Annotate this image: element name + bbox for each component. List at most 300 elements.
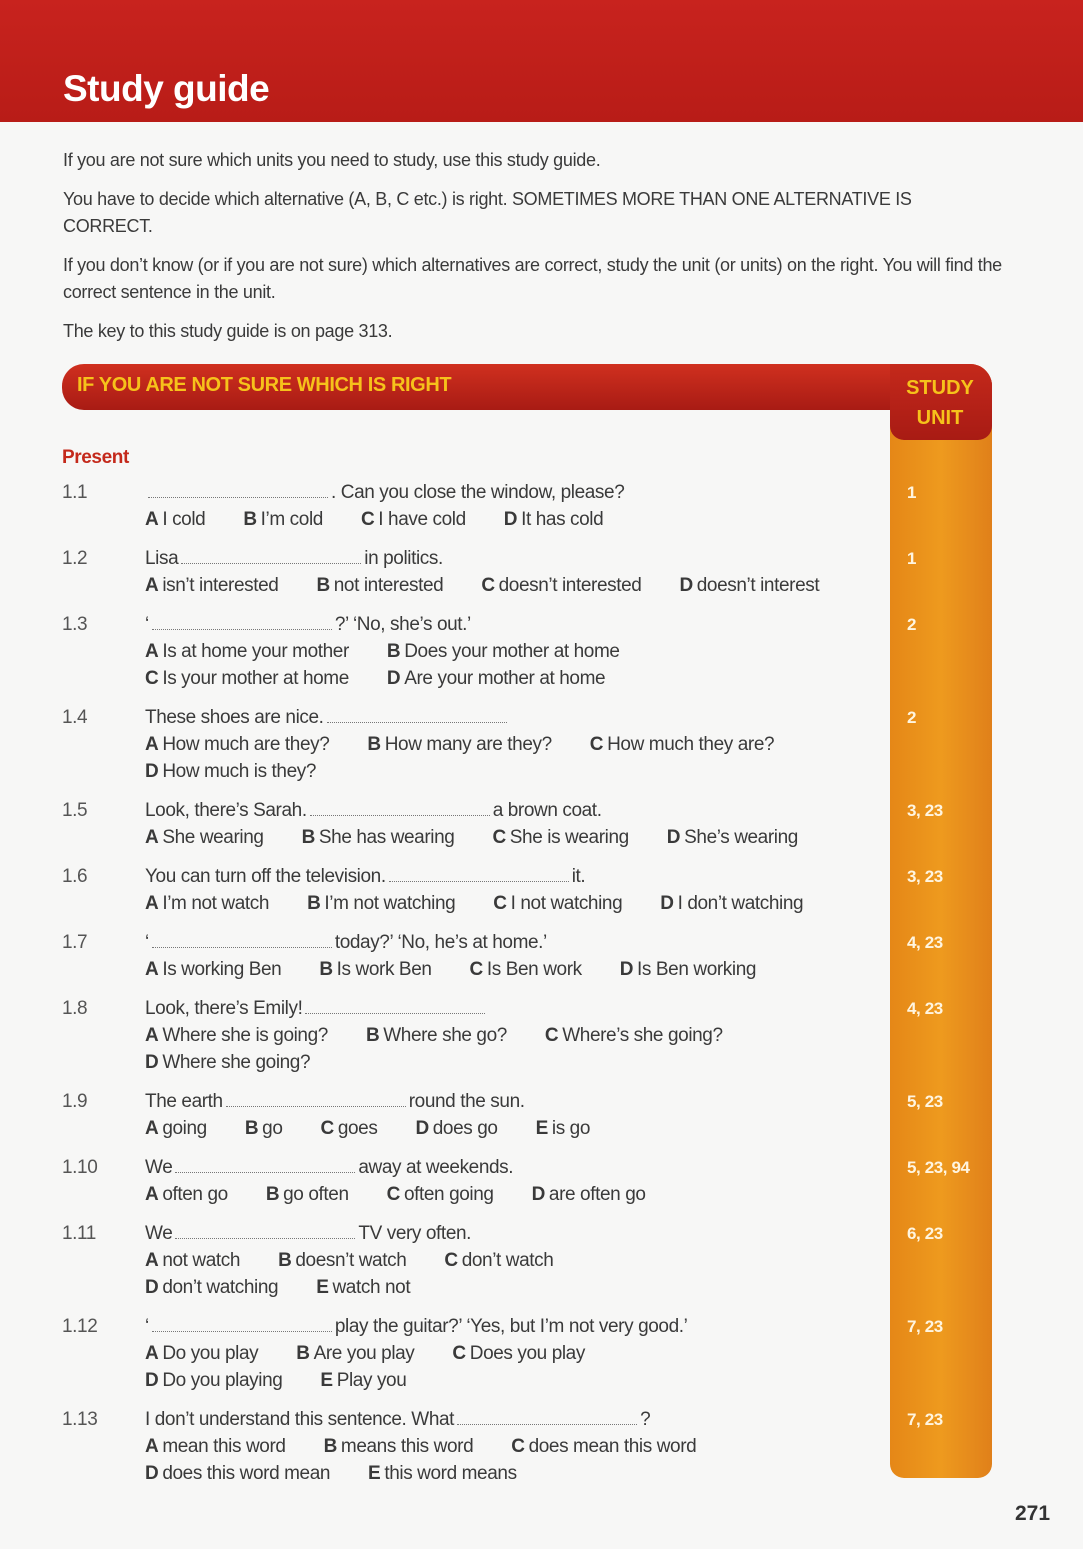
answer-option: [145, 1247, 240, 1274]
option-letter: D: [145, 1463, 159, 1484]
option-letter: C: [481, 575, 495, 596]
stem-before: I don’t understand this sentence. What: [145, 1409, 455, 1430]
option-letter: D: [386, 668, 401, 689]
answer-option: [145, 665, 349, 692]
question-body: [145, 1313, 1002, 1394]
answer-option: [324, 1433, 474, 1460]
section-heading: Present: [62, 447, 129, 468]
option-letter: A: [145, 1343, 159, 1364]
option-text: Do you play: [162, 1343, 259, 1364]
answer-option: [316, 1274, 410, 1301]
answer-option: [679, 572, 819, 599]
option-text: don’t watching: [162, 1277, 279, 1298]
stem-before: These shoes are nice.: [145, 707, 324, 728]
option-letter: B: [296, 1343, 310, 1364]
option-letter: D: [145, 761, 159, 782]
answer-option: [444, 1247, 553, 1274]
option-text: I’m not watching: [324, 893, 456, 914]
option-row: [145, 758, 1002, 785]
option-row: [145, 506, 1002, 533]
option-letter: D: [145, 1370, 159, 1391]
question-body: [145, 995, 1002, 1076]
option-text: Where she is going?: [162, 1025, 328, 1046]
answer-option: [145, 824, 264, 851]
option-letter: B: [243, 509, 257, 530]
intro-paragraph: If you are not sure which units you need to study, use this study guide.: [63, 150, 601, 170]
option-letter: A: [145, 959, 159, 980]
option-text: watch not: [332, 1277, 411, 1298]
answer-option: [316, 572, 443, 599]
option-text: Is Ben working: [637, 959, 757, 980]
option-letter: A: [145, 1118, 159, 1139]
option-text: isn’t interested: [162, 575, 279, 596]
question-item: [62, 863, 1002, 917]
option-text: How many are they?: [384, 734, 552, 755]
option-row: [145, 1340, 1002, 1367]
option-text: goes: [337, 1118, 378, 1139]
option-letter: D: [145, 1052, 159, 1073]
option-letter: B: [365, 1025, 380, 1046]
option-text: Where she going?: [162, 1052, 311, 1073]
option-text: Is work Ben: [336, 959, 432, 980]
option-text: Where she go?: [383, 1025, 507, 1046]
option-text: Is Ben work: [486, 959, 582, 980]
option-letter: B: [265, 1184, 280, 1205]
answer-option: [590, 731, 774, 758]
answer-option: [361, 506, 466, 533]
option-text: She is wearing: [509, 827, 629, 848]
option-text: She wearing: [162, 827, 264, 848]
question-body: [145, 545, 1002, 599]
answer-option: [266, 1181, 349, 1208]
option-row: [145, 665, 1002, 692]
option-row: [145, 956, 1002, 983]
option-letter: E: [368, 1463, 381, 1484]
question-number: 1.13: [62, 1409, 98, 1430]
option-letter: D: [415, 1118, 429, 1139]
option-text: does this word mean: [162, 1463, 331, 1484]
option-text: She has wearing: [318, 827, 455, 848]
option-text: I not watching: [510, 893, 623, 914]
option-text: Is working Ben: [162, 959, 282, 980]
option-letter: D: [679, 575, 693, 596]
answer-option: [470, 956, 582, 983]
question-item: [62, 929, 1002, 983]
study-unit-ref: 3, 23: [907, 801, 943, 820]
option-row: [145, 572, 1002, 599]
answer-option: [302, 824, 455, 851]
answer-option: [145, 956, 281, 983]
stem-after: ?: [640, 1409, 651, 1430]
option-row: [145, 731, 1002, 758]
option-letter: C: [360, 509, 375, 530]
study-unit-header-line: UNIT: [916, 407, 964, 429]
answer-option: [667, 824, 798, 851]
option-text: Where’s she going?: [562, 1025, 723, 1046]
answer-option: [366, 1022, 507, 1049]
option-row: [145, 1367, 1002, 1394]
option-row: [145, 1022, 1002, 1049]
question-number: 1.6: [62, 866, 88, 887]
study-unit-header-line: STUDY: [906, 377, 974, 399]
intro-paragraph: If you don’t know (or if you are not sure) which alternatives are correct, study the unit (or units) on the right. You will find the correct sentence in the unit.: [63, 255, 1002, 302]
option-text: this word means: [384, 1463, 517, 1484]
option-text: not interested: [333, 575, 444, 596]
option-letter: C: [444, 1250, 458, 1271]
question-number: 1.7: [62, 932, 88, 953]
question-stem: [145, 479, 1002, 506]
study-unit-ref: 4, 23: [907, 933, 943, 952]
answer-option: [319, 956, 431, 983]
option-letter: A: [145, 641, 159, 662]
option-letter: A: [145, 1250, 159, 1271]
option-letter: E: [535, 1118, 548, 1139]
answer-option: [145, 506, 205, 533]
option-text: often go: [162, 1184, 228, 1205]
answer-blank: [389, 863, 569, 882]
option-text: doesn’t watch: [295, 1250, 407, 1271]
answer-blank: [327, 704, 507, 723]
question-body: [145, 1088, 1002, 1142]
question-body: [145, 797, 1002, 851]
option-letter: A: [145, 1025, 159, 1046]
option-letter: C: [589, 734, 604, 755]
stem-after: ?’ ‘No, she’s out.’: [334, 614, 471, 635]
option-letter: C: [452, 1343, 466, 1364]
question-stem: [145, 1313, 1002, 1340]
option-text: Play you: [336, 1370, 407, 1391]
answer-option: [545, 1022, 723, 1049]
intro-paragraph: You have to decide which alternative (A, B, C etc.) is right. SOMETIMES MORE THAN ONE ALTERNATIVE IS CORRECT.: [63, 189, 912, 236]
question-number: 1.8: [62, 998, 88, 1019]
stem-after: it.: [571, 866, 586, 887]
answer-option: [145, 1460, 330, 1487]
answer-blank: [152, 929, 332, 948]
option-text: Do you playing: [162, 1370, 283, 1391]
study-unit-ref: 5, 23: [907, 1092, 943, 1111]
question-item: [62, 1313, 1002, 1394]
option-letter: B: [301, 827, 315, 848]
option-letter: B: [244, 1118, 259, 1139]
option-row: [145, 1049, 1002, 1076]
answer-option: [387, 665, 605, 692]
question-number: 1.9: [62, 1091, 88, 1112]
option-text: It has cold: [521, 509, 604, 530]
answer-blank: [152, 1313, 332, 1332]
answer-blank: [181, 545, 361, 564]
answer-option: [320, 1367, 406, 1394]
answer-option: [387, 638, 620, 665]
stem-before: Lisa: [145, 548, 179, 569]
answer-option: [243, 506, 323, 533]
answer-blank: [175, 1154, 355, 1173]
option-text: don’t watch: [461, 1250, 554, 1271]
option-letter: A: [145, 734, 159, 755]
option-letter: C: [386, 1184, 400, 1205]
option-letter: B: [307, 893, 321, 914]
option-text: How much are they?: [162, 734, 330, 755]
option-text: Does your mother at home: [404, 641, 620, 662]
study-unit-ref: 5, 23, 94: [907, 1158, 970, 1177]
study-unit-ref: 7, 23: [907, 1410, 943, 1429]
study-unit-ref: 4, 23: [907, 999, 943, 1018]
question-item: [62, 797, 1002, 851]
option-text: Is at home your mother: [162, 641, 349, 662]
option-text: I don’t watching: [677, 893, 804, 914]
option-text: She’s wearing: [684, 827, 798, 848]
option-letter: D: [145, 1277, 159, 1298]
stem-before: ‘: [145, 1316, 149, 1337]
question-item: [62, 545, 1002, 599]
study-unit-header: [890, 373, 990, 433]
question-stem: [145, 1154, 1002, 1181]
option-text: often going: [403, 1184, 494, 1205]
option-letter: C: [320, 1118, 334, 1139]
option-letter: B: [323, 1436, 337, 1457]
stem-before: We: [145, 1223, 173, 1244]
question-number: 1.1: [62, 482, 88, 503]
question-body: [145, 479, 1002, 533]
stem-before: The earth: [145, 1091, 223, 1112]
answer-blank: [226, 1088, 406, 1107]
option-row: [145, 638, 1002, 665]
option-text: mean this word: [162, 1436, 286, 1457]
option-text: How much they are?: [607, 734, 775, 755]
option-text: is go: [551, 1118, 591, 1139]
study-unit-ref: 2: [907, 708, 917, 727]
page-title: Study guide: [63, 68, 270, 109]
question-stem: [145, 1088, 1002, 1115]
option-letter: E: [320, 1370, 333, 1391]
question-number: 1.10: [62, 1157, 98, 1178]
option-text: I’m not watch: [162, 893, 270, 914]
option-text: doesn’t interest: [696, 575, 820, 596]
stem-after: today?’ ‘No, he’s at home.’: [334, 932, 547, 953]
option-letter: C: [492, 827, 506, 848]
option-letter: A: [145, 509, 159, 530]
option-letter: A: [145, 827, 159, 848]
answer-option: [511, 1433, 696, 1460]
answer-option: [145, 1049, 310, 1076]
answer-blank: [457, 1406, 637, 1425]
option-text: doesn’t interested: [498, 575, 642, 596]
option-letter: A: [145, 1184, 159, 1205]
study-unit-ref: 2: [907, 615, 917, 634]
stem-after: a brown coat.: [492, 800, 602, 821]
option-letter: C: [544, 1025, 559, 1046]
answer-option: [145, 1340, 258, 1367]
answer-option: [145, 1115, 207, 1142]
answer-blank: [305, 995, 485, 1014]
stem-after: round the sun.: [408, 1091, 525, 1112]
option-letter: C: [469, 959, 483, 980]
option-text: going: [162, 1118, 207, 1139]
stem-before: ‘: [145, 614, 149, 635]
answer-option: [145, 758, 316, 785]
option-text: Are you play: [313, 1343, 415, 1364]
option-letter: A: [145, 575, 159, 596]
answer-option: [493, 890, 622, 917]
question-item: [62, 995, 1002, 1076]
question-item: [62, 479, 1002, 533]
stem-after: play the guitar?’ ‘Yes, but I’m not very good.’: [334, 1316, 688, 1337]
question-item: [62, 704, 1002, 785]
page-number: 271: [1015, 1502, 1051, 1525]
option-row: [145, 824, 1002, 851]
option-letter: D: [666, 827, 681, 848]
answer-option: [145, 1181, 228, 1208]
option-text: I’m cold: [260, 509, 323, 530]
question-body: [145, 1220, 1002, 1301]
question-stem: [145, 611, 1002, 638]
answer-option: [660, 890, 803, 917]
option-letter: C: [511, 1436, 525, 1457]
option-text: does mean this word: [528, 1436, 697, 1457]
stem-before: We: [145, 1157, 173, 1178]
question-number: 1.3: [62, 614, 88, 635]
answer-option: [145, 1274, 278, 1301]
answer-option: [145, 572, 278, 599]
option-letter: D: [503, 509, 518, 530]
answer-option: [536, 1115, 590, 1142]
option-letter: B: [278, 1250, 292, 1271]
option-row: [145, 1460, 1002, 1487]
answer-option: [532, 1181, 646, 1208]
answer-blank: [152, 611, 332, 630]
option-text: go often: [283, 1184, 349, 1205]
option-text: go: [262, 1118, 283, 1139]
option-text: How much is they?: [162, 761, 317, 782]
option-row: [145, 1181, 1002, 1208]
option-letter: B: [367, 734, 381, 755]
answer-option: [296, 1340, 414, 1367]
option-letter: E: [316, 1277, 329, 1298]
study-unit-ref: 3, 23: [907, 867, 943, 886]
question-stem: [145, 704, 1002, 731]
option-letter: D: [619, 959, 634, 980]
question-body: [145, 704, 1002, 785]
question-item: [62, 1220, 1002, 1301]
option-text: Does you play: [469, 1343, 585, 1364]
question-number: 1.4: [62, 707, 88, 728]
option-text: not watch: [162, 1250, 241, 1271]
stem-before: You can turn off the television.: [145, 866, 386, 887]
option-letter: C: [493, 893, 507, 914]
question-body: [145, 1154, 1002, 1208]
answer-option: [481, 572, 641, 599]
option-letter: B: [386, 641, 401, 662]
study-unit-ref: 6, 23: [907, 1224, 943, 1243]
answer-option: [145, 890, 269, 917]
study-unit-ref: 1: [907, 549, 917, 568]
stem-before: ‘: [145, 932, 149, 953]
question-number: 1.11: [62, 1223, 96, 1244]
answer-option: [278, 1247, 406, 1274]
question-stem: [145, 863, 1002, 890]
question-item: [62, 1406, 1002, 1487]
question-stem: [145, 797, 1002, 824]
option-letter: A: [145, 1436, 159, 1457]
question-body: [145, 611, 1002, 692]
question-stem: [145, 1406, 1002, 1433]
study-unit-ref: 1: [907, 483, 917, 502]
option-text: Are your mother at home: [404, 668, 606, 689]
answer-option: [145, 1433, 286, 1460]
option-letter: C: [145, 668, 159, 689]
answer-option: [321, 1115, 378, 1142]
option-letter: A: [145, 893, 159, 914]
question-number: 1.5: [62, 800, 88, 821]
question-body: [145, 1406, 1002, 1487]
answer-option: [145, 1022, 328, 1049]
question-item: [62, 1154, 1002, 1208]
option-text: I have cold: [378, 509, 466, 530]
answer-blank: [310, 797, 490, 816]
option-letter: B: [319, 959, 333, 980]
option-row: [145, 1115, 1002, 1142]
stem-after: . Can you close the window, please?: [331, 482, 625, 503]
question-stem: [145, 995, 1002, 1022]
answer-option: [307, 890, 455, 917]
intro-paragraph: The key to this study guide is on page 313.: [63, 321, 393, 341]
option-letter: B: [316, 575, 330, 596]
question-number: 1.2: [62, 548, 88, 569]
stem-after: away at weekends.: [358, 1157, 514, 1178]
answer-option: [492, 824, 628, 851]
question-item: [62, 1088, 1002, 1142]
question-item: [62, 611, 1002, 692]
answer-option: [368, 1460, 517, 1487]
option-text: are often go: [548, 1184, 646, 1205]
stem-after: in politics.: [364, 548, 443, 569]
answer-option: [367, 731, 551, 758]
question-stem: [145, 929, 1002, 956]
option-row: [145, 1274, 1002, 1301]
answer-option: [415, 1115, 497, 1142]
answer-option: [145, 638, 349, 665]
answer-option: [620, 956, 756, 983]
option-letter: D: [660, 893, 674, 914]
study-unit-ref: 7, 23: [907, 1317, 943, 1336]
answer-option: [145, 731, 329, 758]
option-text: means this word: [340, 1436, 474, 1457]
answer-blank: [148, 479, 328, 498]
option-row: [145, 890, 1002, 917]
stem-after: TV very often.: [358, 1223, 472, 1244]
option-row: [145, 1433, 1002, 1460]
option-text: Is your mother at home: [162, 668, 349, 689]
question-body: [145, 929, 1002, 983]
question-stem: [145, 1220, 1002, 1247]
option-text: I cold: [162, 509, 206, 530]
option-row: [145, 1247, 1002, 1274]
stem-before: Look, there’s Emily!: [145, 998, 303, 1019]
stem-before: Look, there’s Sarah.: [145, 800, 307, 821]
table-header-label: IF YOU ARE NOT SURE WHICH IS RIGHT: [77, 374, 452, 396]
question-stem: [145, 545, 1002, 572]
answer-option: [245, 1115, 283, 1142]
question-number: 1.12: [62, 1316, 98, 1337]
answer-option: [504, 506, 604, 533]
answer-blank: [175, 1220, 355, 1239]
answer-option: [387, 1181, 494, 1208]
answer-option: [452, 1340, 585, 1367]
option-letter: D: [531, 1184, 545, 1205]
question-body: [145, 863, 1002, 917]
question-list: [62, 479, 1002, 1499]
answer-option: [145, 1367, 282, 1394]
option-text: does go: [432, 1118, 498, 1139]
